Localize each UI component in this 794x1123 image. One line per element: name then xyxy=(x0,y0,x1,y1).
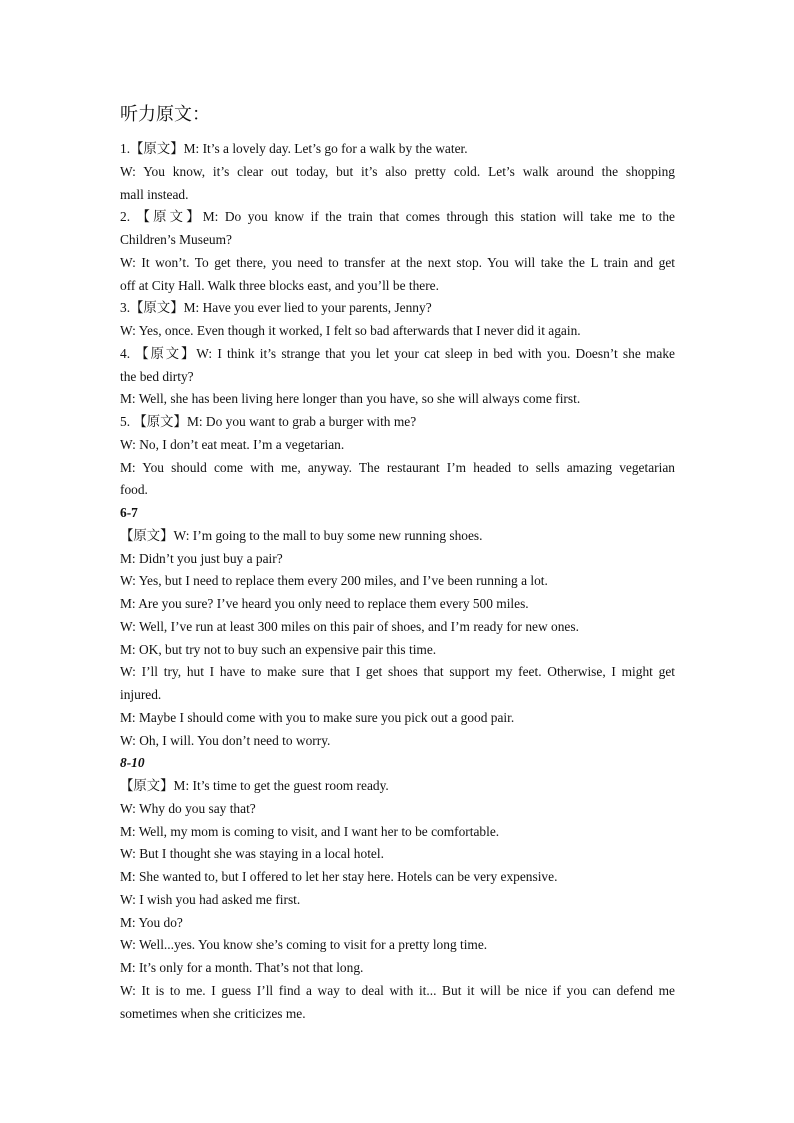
transcript-line: W: Why do you say that? xyxy=(120,800,256,816)
transcript-line: M: She wanted to, but I offered to let her stay here. Hotels can be very expensive. xyxy=(120,869,558,884)
transcript-line: M: Didn’t you just buy a pair? xyxy=(120,550,283,566)
transcript-line: the bed dirty? xyxy=(120,368,194,384)
transcript-line: W: I’ll try, hut I have to make sure that I get shoes that support my feet. Otherwise, I might get xyxy=(120,664,675,680)
transcript-line: Children’s Museum? xyxy=(120,232,232,247)
transcript-line: W: But I thought she was staying in a local hotel. xyxy=(120,846,384,862)
transcript-line: sometimes when she criticizes me. xyxy=(120,1005,306,1021)
section-label: 8-10 xyxy=(120,755,145,771)
page-heading: 听力原文： xyxy=(120,104,210,125)
transcript-line: 4. 【原文】W: I think it’s strange that you let your cat sleep in bed with you. Doesn’t she make xyxy=(120,345,675,361)
transcript-line: 5. 【原文】M: Do you want to grab a burger with me? xyxy=(120,414,417,429)
transcript-line: 3.【原文】M: Have you ever lied to your parents, Jenny? xyxy=(120,300,432,316)
transcript-line: W: No, I don’t eat meat. I’m a vegetarian. xyxy=(120,436,345,452)
transcript-line: off at City Hall. Walk three blocks east, and you’ll be there. xyxy=(120,277,439,293)
transcript-line: W: Well, I’ve run at least 300 miles on this pair of shoes, and I’m ready for new ones. xyxy=(120,618,579,634)
transcript-line: W: Oh, I will. You don’t need to worry. xyxy=(120,732,331,748)
transcript-line: M: OK, but try not to buy such an expensive pair this time. xyxy=(120,641,437,657)
transcript-line: W: Yes, once. Even though it worked, I felt so bad afterwards that I never did it again. xyxy=(120,323,581,338)
transcript-line: 【原文】M: It’s time to get the guest room ready. xyxy=(120,778,389,793)
section-label: 6-7 xyxy=(120,505,138,520)
transcript-line: W: You know, it’s clear out today, but it’s also pretty cold. Let’s walk around the shopping xyxy=(120,163,675,179)
transcript-line: M: Are you sure? I’ve heard you only need to replace them every 500 miles. xyxy=(120,596,529,611)
transcript-line: M: It’s only for a month. That’s not that long. xyxy=(120,960,364,975)
transcript-line: 2. 【原文】M: Do you know if the train that comes through this station will take me to the xyxy=(120,209,675,225)
transcript-line: W: Yes, but I need to replace them every 200 miles, and I’ve been running a lot. xyxy=(120,573,548,589)
transcript-line: M: Well, she has been living here longer than you have, so she will always come first. xyxy=(120,391,581,407)
transcript-line: W: It won’t. To get there, you need to transfer at the next stop. You will take the L train and get xyxy=(120,254,675,270)
transcript-line: 【原文】W: I’m going to the mall to buy some new running shoes. xyxy=(120,527,483,543)
transcript-line: M: Maybe I should come with you to make sure you pick out a good pair. xyxy=(120,709,515,725)
transcript-line: M: You should come with me, anyway. The restaurant I’m headed to sells amazing vegetarian xyxy=(120,459,675,475)
transcript-line: mall instead. xyxy=(120,186,189,202)
transcript-line: W: It is to me. I guess I’ll find a way to deal with it... But it will be nice if you can defend me xyxy=(120,982,675,998)
transcript-line: 1.【原文】M: It’s a lovely day. Let’s go for a walk by the water. xyxy=(120,141,468,156)
transcript-line: W: I wish you had asked me first. xyxy=(120,891,301,907)
transcript-line: M: You do? xyxy=(120,914,183,930)
transcript-line: food. xyxy=(120,482,148,498)
transcript-line: injured. xyxy=(120,687,162,702)
transcript-line: W: Well...yes. You know she’s coming to visit for a pretty long time. xyxy=(120,937,488,953)
transcript-line: M: Well, my mom is coming to visit, and I want her to be comfortable. xyxy=(120,823,500,839)
